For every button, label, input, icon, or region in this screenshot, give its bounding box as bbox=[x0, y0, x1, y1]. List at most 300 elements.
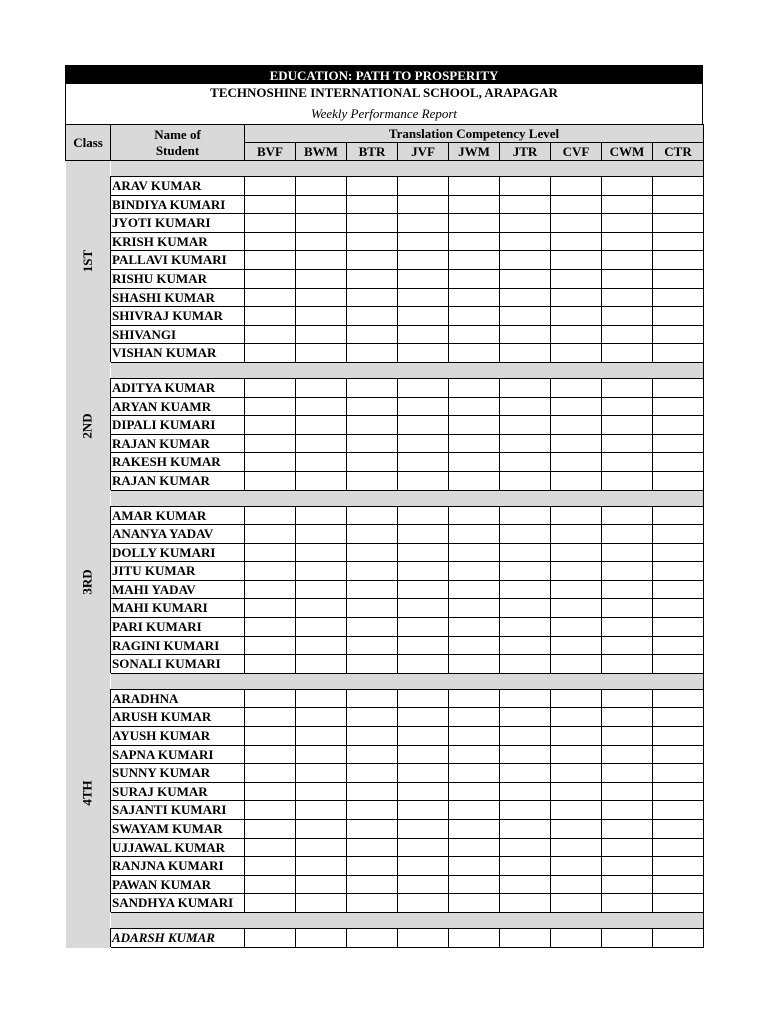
score-cell-cvf[interactable] bbox=[551, 838, 602, 857]
score-cell-jvf[interactable] bbox=[398, 525, 449, 544]
score-cell-cwm[interactable] bbox=[602, 689, 653, 708]
score-cell-ctr[interactable] bbox=[653, 618, 704, 637]
score-cell-ctr[interactable] bbox=[653, 378, 704, 397]
score-cell-btr[interactable] bbox=[347, 195, 398, 214]
score-cell-jvf[interactable] bbox=[398, 453, 449, 472]
score-cell-cvf[interactable] bbox=[551, 689, 602, 708]
score-cell-bwm[interactable] bbox=[296, 307, 347, 326]
score-cell-ctr[interactable] bbox=[653, 416, 704, 435]
score-cell-jvf[interactable] bbox=[398, 434, 449, 453]
score-cell-jtr[interactable] bbox=[500, 745, 551, 764]
score-cell-btr[interactable] bbox=[347, 525, 398, 544]
score-cell-bvf[interactable] bbox=[245, 525, 296, 544]
score-cell-cwm[interactable] bbox=[602, 434, 653, 453]
score-cell-cvf[interactable] bbox=[551, 434, 602, 453]
score-cell-bvf[interactable] bbox=[245, 288, 296, 307]
score-cell-jtr[interactable] bbox=[500, 727, 551, 746]
score-cell-jwm[interactable] bbox=[449, 232, 500, 251]
score-cell-bwm[interactable] bbox=[296, 727, 347, 746]
score-cell-bwm[interactable] bbox=[296, 177, 347, 196]
score-cell-jwm[interactable] bbox=[449, 782, 500, 801]
score-cell-bwm[interactable] bbox=[296, 416, 347, 435]
score-cell-bvf[interactable] bbox=[245, 875, 296, 894]
score-cell-jwm[interactable] bbox=[449, 471, 500, 490]
score-cell-jtr[interactable] bbox=[500, 307, 551, 326]
score-cell-btr[interactable] bbox=[347, 307, 398, 326]
score-cell-bvf[interactable] bbox=[245, 471, 296, 490]
score-cell-jwm[interactable] bbox=[449, 344, 500, 363]
score-cell-cwm[interactable] bbox=[602, 177, 653, 196]
score-cell-btr[interactable] bbox=[347, 745, 398, 764]
score-cell-cvf[interactable] bbox=[551, 875, 602, 894]
score-cell-btr[interactable] bbox=[347, 618, 398, 637]
score-cell-ctr[interactable] bbox=[653, 801, 704, 820]
score-cell-jtr[interactable] bbox=[500, 416, 551, 435]
score-cell-jvf[interactable] bbox=[398, 857, 449, 876]
score-cell-btr[interactable] bbox=[347, 325, 398, 344]
score-cell-jtr[interactable] bbox=[500, 580, 551, 599]
score-cell-bwm[interactable] bbox=[296, 708, 347, 727]
score-cell-cwm[interactable] bbox=[602, 562, 653, 581]
score-cell-jvf[interactable] bbox=[398, 251, 449, 270]
score-cell-cwm[interactable] bbox=[602, 471, 653, 490]
score-cell-ctr[interactable] bbox=[653, 344, 704, 363]
score-cell-btr[interactable] bbox=[347, 580, 398, 599]
score-cell-btr[interactable] bbox=[347, 269, 398, 288]
score-cell-btr[interactable] bbox=[347, 397, 398, 416]
score-cell-jwm[interactable] bbox=[449, 195, 500, 214]
score-cell-cvf[interactable] bbox=[551, 562, 602, 581]
score-cell-jvf[interactable] bbox=[398, 177, 449, 196]
score-cell-cvf[interactable] bbox=[551, 655, 602, 674]
score-cell-cwm[interactable] bbox=[602, 745, 653, 764]
score-cell-ctr[interactable] bbox=[653, 214, 704, 233]
score-cell-jwm[interactable] bbox=[449, 599, 500, 618]
score-cell-bwm[interactable] bbox=[296, 599, 347, 618]
score-cell-cvf[interactable] bbox=[551, 708, 602, 727]
score-cell-cwm[interactable] bbox=[602, 618, 653, 637]
score-cell-jwm[interactable] bbox=[449, 177, 500, 196]
score-cell-bvf[interactable] bbox=[245, 857, 296, 876]
score-cell-jvf[interactable] bbox=[398, 506, 449, 525]
score-cell-bwm[interactable] bbox=[296, 344, 347, 363]
score-cell-jwm[interactable] bbox=[449, 562, 500, 581]
score-cell-cvf[interactable] bbox=[551, 397, 602, 416]
score-cell-bvf[interactable] bbox=[245, 618, 296, 637]
score-cell-bwm[interactable] bbox=[296, 618, 347, 637]
score-cell-bvf[interactable] bbox=[245, 195, 296, 214]
score-cell-cvf[interactable] bbox=[551, 636, 602, 655]
score-cell-bwm[interactable] bbox=[296, 838, 347, 857]
score-cell-cvf[interactable] bbox=[551, 543, 602, 562]
score-cell-btr[interactable] bbox=[347, 543, 398, 562]
score-cell-bwm[interactable] bbox=[296, 894, 347, 913]
score-cell-bvf[interactable] bbox=[245, 655, 296, 674]
score-cell-jwm[interactable] bbox=[449, 727, 500, 746]
score-cell-ctr[interactable] bbox=[653, 838, 704, 857]
score-cell-cwm[interactable] bbox=[602, 288, 653, 307]
score-cell-jwm[interactable] bbox=[449, 894, 500, 913]
score-cell-jtr[interactable] bbox=[500, 453, 551, 472]
score-cell-btr[interactable] bbox=[347, 344, 398, 363]
score-cell-btr[interactable] bbox=[347, 875, 398, 894]
score-cell-cwm[interactable] bbox=[602, 325, 653, 344]
score-cell-cvf[interactable] bbox=[551, 525, 602, 544]
score-cell-cvf[interactable] bbox=[551, 928, 602, 947]
score-cell-ctr[interactable] bbox=[653, 434, 704, 453]
score-cell-jtr[interactable] bbox=[500, 214, 551, 233]
score-cell-bvf[interactable] bbox=[245, 543, 296, 562]
score-cell-bvf[interactable] bbox=[245, 307, 296, 326]
score-cell-ctr[interactable] bbox=[653, 689, 704, 708]
score-cell-jvf[interactable] bbox=[398, 562, 449, 581]
score-cell-jvf[interactable] bbox=[398, 618, 449, 637]
score-cell-cwm[interactable] bbox=[602, 875, 653, 894]
score-cell-cvf[interactable] bbox=[551, 782, 602, 801]
score-cell-jtr[interactable] bbox=[500, 471, 551, 490]
score-cell-btr[interactable] bbox=[347, 599, 398, 618]
score-cell-bwm[interactable] bbox=[296, 543, 347, 562]
score-cell-bwm[interactable] bbox=[296, 562, 347, 581]
score-cell-bwm[interactable] bbox=[296, 195, 347, 214]
score-cell-cwm[interactable] bbox=[602, 764, 653, 783]
score-cell-cwm[interactable] bbox=[602, 894, 653, 913]
score-cell-ctr[interactable] bbox=[653, 562, 704, 581]
score-cell-btr[interactable] bbox=[347, 894, 398, 913]
score-cell-cwm[interactable] bbox=[602, 543, 653, 562]
score-cell-jtr[interactable] bbox=[500, 782, 551, 801]
score-cell-btr[interactable] bbox=[347, 928, 398, 947]
score-cell-bwm[interactable] bbox=[296, 288, 347, 307]
score-cell-jvf[interactable] bbox=[398, 708, 449, 727]
score-cell-jtr[interactable] bbox=[500, 232, 551, 251]
score-cell-bvf[interactable] bbox=[245, 177, 296, 196]
score-cell-bvf[interactable] bbox=[245, 269, 296, 288]
score-cell-jvf[interactable] bbox=[398, 344, 449, 363]
score-cell-cvf[interactable] bbox=[551, 764, 602, 783]
score-cell-bwm[interactable] bbox=[296, 580, 347, 599]
score-cell-bvf[interactable] bbox=[245, 562, 296, 581]
score-cell-bwm[interactable] bbox=[296, 525, 347, 544]
score-cell-ctr[interactable] bbox=[653, 251, 704, 270]
score-cell-jtr[interactable] bbox=[500, 689, 551, 708]
score-cell-ctr[interactable] bbox=[653, 580, 704, 599]
score-cell-cvf[interactable] bbox=[551, 344, 602, 363]
score-cell-cvf[interactable] bbox=[551, 745, 602, 764]
score-cell-btr[interactable] bbox=[347, 562, 398, 581]
score-cell-ctr[interactable] bbox=[653, 655, 704, 674]
score-cell-ctr[interactable] bbox=[653, 782, 704, 801]
score-cell-btr[interactable] bbox=[347, 251, 398, 270]
score-cell-jvf[interactable] bbox=[398, 378, 449, 397]
score-cell-bwm[interactable] bbox=[296, 325, 347, 344]
score-cell-bvf[interactable] bbox=[245, 894, 296, 913]
score-cell-btr[interactable] bbox=[347, 820, 398, 839]
score-cell-cvf[interactable] bbox=[551, 307, 602, 326]
score-cell-bwm[interactable] bbox=[296, 251, 347, 270]
score-cell-bwm[interactable] bbox=[296, 875, 347, 894]
score-cell-cwm[interactable] bbox=[602, 214, 653, 233]
score-cell-ctr[interactable] bbox=[653, 894, 704, 913]
score-cell-ctr[interactable] bbox=[653, 764, 704, 783]
score-cell-cvf[interactable] bbox=[551, 195, 602, 214]
score-cell-bvf[interactable] bbox=[245, 764, 296, 783]
score-cell-jwm[interactable] bbox=[449, 397, 500, 416]
score-cell-bvf[interactable] bbox=[245, 928, 296, 947]
score-cell-cwm[interactable] bbox=[602, 269, 653, 288]
score-cell-jvf[interactable] bbox=[398, 325, 449, 344]
score-cell-jtr[interactable] bbox=[500, 820, 551, 839]
score-cell-btr[interactable] bbox=[347, 801, 398, 820]
score-cell-cwm[interactable] bbox=[602, 838, 653, 857]
score-cell-jtr[interactable] bbox=[500, 195, 551, 214]
score-cell-jwm[interactable] bbox=[449, 288, 500, 307]
score-cell-jvf[interactable] bbox=[398, 269, 449, 288]
score-cell-jtr[interactable] bbox=[500, 708, 551, 727]
score-cell-ctr[interactable] bbox=[653, 177, 704, 196]
score-cell-jwm[interactable] bbox=[449, 453, 500, 472]
score-cell-jtr[interactable] bbox=[500, 397, 551, 416]
score-cell-cwm[interactable] bbox=[602, 453, 653, 472]
score-cell-jwm[interactable] bbox=[449, 251, 500, 270]
score-cell-ctr[interactable] bbox=[653, 745, 704, 764]
score-cell-cwm[interactable] bbox=[602, 378, 653, 397]
score-cell-cwm[interactable] bbox=[602, 782, 653, 801]
score-cell-jwm[interactable] bbox=[449, 655, 500, 674]
score-cell-jwm[interactable] bbox=[449, 636, 500, 655]
score-cell-ctr[interactable] bbox=[653, 195, 704, 214]
score-cell-cvf[interactable] bbox=[551, 288, 602, 307]
score-cell-cvf[interactable] bbox=[551, 378, 602, 397]
score-cell-jtr[interactable] bbox=[500, 655, 551, 674]
score-cell-jwm[interactable] bbox=[449, 214, 500, 233]
score-cell-jvf[interactable] bbox=[398, 875, 449, 894]
score-cell-ctr[interactable] bbox=[653, 471, 704, 490]
score-cell-bvf[interactable] bbox=[245, 745, 296, 764]
score-cell-jwm[interactable] bbox=[449, 618, 500, 637]
score-cell-jwm[interactable] bbox=[449, 434, 500, 453]
score-cell-bwm[interactable] bbox=[296, 434, 347, 453]
score-cell-ctr[interactable] bbox=[653, 727, 704, 746]
score-cell-ctr[interactable] bbox=[653, 525, 704, 544]
score-cell-btr[interactable] bbox=[347, 636, 398, 655]
score-cell-cwm[interactable] bbox=[602, 599, 653, 618]
score-cell-cwm[interactable] bbox=[602, 801, 653, 820]
score-cell-jtr[interactable] bbox=[500, 618, 551, 637]
score-cell-bvf[interactable] bbox=[245, 506, 296, 525]
score-cell-cwm[interactable] bbox=[602, 655, 653, 674]
score-cell-bvf[interactable] bbox=[245, 727, 296, 746]
score-cell-ctr[interactable] bbox=[653, 857, 704, 876]
score-cell-jvf[interactable] bbox=[398, 307, 449, 326]
score-cell-jwm[interactable] bbox=[449, 580, 500, 599]
score-cell-ctr[interactable] bbox=[653, 397, 704, 416]
score-cell-bwm[interactable] bbox=[296, 689, 347, 708]
score-cell-btr[interactable] bbox=[347, 416, 398, 435]
score-cell-jtr[interactable] bbox=[500, 599, 551, 618]
score-cell-ctr[interactable] bbox=[653, 820, 704, 839]
score-cell-btr[interactable] bbox=[347, 288, 398, 307]
score-cell-btr[interactable] bbox=[347, 708, 398, 727]
score-cell-cvf[interactable] bbox=[551, 801, 602, 820]
score-cell-bwm[interactable] bbox=[296, 397, 347, 416]
score-cell-jvf[interactable] bbox=[398, 195, 449, 214]
score-cell-bwm[interactable] bbox=[296, 506, 347, 525]
score-cell-cwm[interactable] bbox=[602, 708, 653, 727]
score-cell-cvf[interactable] bbox=[551, 453, 602, 472]
score-cell-btr[interactable] bbox=[347, 378, 398, 397]
score-cell-jvf[interactable] bbox=[398, 928, 449, 947]
score-cell-bwm[interactable] bbox=[296, 857, 347, 876]
score-cell-jwm[interactable] bbox=[449, 875, 500, 894]
score-cell-jvf[interactable] bbox=[398, 599, 449, 618]
score-cell-jvf[interactable] bbox=[398, 416, 449, 435]
score-cell-cwm[interactable] bbox=[602, 580, 653, 599]
score-cell-jvf[interactable] bbox=[398, 689, 449, 708]
score-cell-cwm[interactable] bbox=[602, 525, 653, 544]
score-cell-jtr[interactable] bbox=[500, 562, 551, 581]
score-cell-bvf[interactable] bbox=[245, 378, 296, 397]
score-cell-btr[interactable] bbox=[347, 857, 398, 876]
score-cell-bvf[interactable] bbox=[245, 801, 296, 820]
score-cell-jtr[interactable] bbox=[500, 543, 551, 562]
score-cell-jvf[interactable] bbox=[398, 636, 449, 655]
score-cell-jtr[interactable] bbox=[500, 875, 551, 894]
score-cell-btr[interactable] bbox=[347, 471, 398, 490]
score-cell-cwm[interactable] bbox=[602, 307, 653, 326]
score-cell-btr[interactable] bbox=[347, 434, 398, 453]
score-cell-cwm[interactable] bbox=[602, 636, 653, 655]
score-cell-bwm[interactable] bbox=[296, 636, 347, 655]
score-cell-jtr[interactable] bbox=[500, 506, 551, 525]
score-cell-btr[interactable] bbox=[347, 655, 398, 674]
score-cell-btr[interactable] bbox=[347, 214, 398, 233]
score-cell-ctr[interactable] bbox=[653, 325, 704, 344]
score-cell-cvf[interactable] bbox=[551, 618, 602, 637]
score-cell-jwm[interactable] bbox=[449, 857, 500, 876]
score-cell-bvf[interactable] bbox=[245, 453, 296, 472]
score-cell-bwm[interactable] bbox=[296, 782, 347, 801]
score-cell-bvf[interactable] bbox=[245, 251, 296, 270]
score-cell-ctr[interactable] bbox=[653, 269, 704, 288]
score-cell-ctr[interactable] bbox=[653, 636, 704, 655]
score-cell-jvf[interactable] bbox=[398, 655, 449, 674]
score-cell-btr[interactable] bbox=[347, 838, 398, 857]
score-cell-btr[interactable] bbox=[347, 689, 398, 708]
score-cell-jvf[interactable] bbox=[398, 232, 449, 251]
score-cell-jvf[interactable] bbox=[398, 801, 449, 820]
score-cell-ctr[interactable] bbox=[653, 928, 704, 947]
score-cell-jtr[interactable] bbox=[500, 764, 551, 783]
score-cell-cvf[interactable] bbox=[551, 416, 602, 435]
score-cell-bwm[interactable] bbox=[296, 764, 347, 783]
score-cell-jvf[interactable] bbox=[398, 727, 449, 746]
score-cell-ctr[interactable] bbox=[653, 232, 704, 251]
score-cell-jvf[interactable] bbox=[398, 838, 449, 857]
score-cell-cvf[interactable] bbox=[551, 506, 602, 525]
score-cell-jtr[interactable] bbox=[500, 325, 551, 344]
score-cell-jwm[interactable] bbox=[449, 307, 500, 326]
score-cell-cwm[interactable] bbox=[602, 928, 653, 947]
score-cell-jvf[interactable] bbox=[398, 580, 449, 599]
score-cell-ctr[interactable] bbox=[653, 307, 704, 326]
score-cell-bvf[interactable] bbox=[245, 397, 296, 416]
score-cell-jtr[interactable] bbox=[500, 525, 551, 544]
score-cell-jwm[interactable] bbox=[449, 745, 500, 764]
score-cell-jvf[interactable] bbox=[398, 214, 449, 233]
score-cell-bvf[interactable] bbox=[245, 232, 296, 251]
score-cell-bwm[interactable] bbox=[296, 745, 347, 764]
score-cell-jtr[interactable] bbox=[500, 928, 551, 947]
score-cell-cvf[interactable] bbox=[551, 214, 602, 233]
score-cell-bwm[interactable] bbox=[296, 453, 347, 472]
score-cell-jvf[interactable] bbox=[398, 820, 449, 839]
score-cell-btr[interactable] bbox=[347, 506, 398, 525]
score-cell-bwm[interactable] bbox=[296, 471, 347, 490]
score-cell-jwm[interactable] bbox=[449, 838, 500, 857]
score-cell-cwm[interactable] bbox=[602, 506, 653, 525]
score-cell-jtr[interactable] bbox=[500, 251, 551, 270]
score-cell-jvf[interactable] bbox=[398, 894, 449, 913]
score-cell-jwm[interactable] bbox=[449, 764, 500, 783]
score-cell-bvf[interactable] bbox=[245, 434, 296, 453]
score-cell-bvf[interactable] bbox=[245, 416, 296, 435]
score-cell-jtr[interactable] bbox=[500, 269, 551, 288]
score-cell-bvf[interactable] bbox=[245, 599, 296, 618]
score-cell-ctr[interactable] bbox=[653, 288, 704, 307]
score-cell-jtr[interactable] bbox=[500, 636, 551, 655]
score-cell-cvf[interactable] bbox=[551, 325, 602, 344]
score-cell-jvf[interactable] bbox=[398, 471, 449, 490]
score-cell-cwm[interactable] bbox=[602, 416, 653, 435]
score-cell-bvf[interactable] bbox=[245, 636, 296, 655]
score-cell-cwm[interactable] bbox=[602, 820, 653, 839]
score-cell-jvf[interactable] bbox=[398, 288, 449, 307]
score-cell-bwm[interactable] bbox=[296, 232, 347, 251]
score-cell-jtr[interactable] bbox=[500, 177, 551, 196]
score-cell-jwm[interactable] bbox=[449, 801, 500, 820]
score-cell-bwm[interactable] bbox=[296, 801, 347, 820]
score-cell-jvf[interactable] bbox=[398, 745, 449, 764]
score-cell-cwm[interactable] bbox=[602, 397, 653, 416]
score-cell-btr[interactable] bbox=[347, 177, 398, 196]
score-cell-bvf[interactable] bbox=[245, 782, 296, 801]
score-cell-ctr[interactable] bbox=[653, 875, 704, 894]
score-cell-bvf[interactable] bbox=[245, 214, 296, 233]
score-cell-jwm[interactable] bbox=[449, 708, 500, 727]
score-cell-jwm[interactable] bbox=[449, 820, 500, 839]
score-cell-ctr[interactable] bbox=[653, 506, 704, 525]
score-cell-jtr[interactable] bbox=[500, 857, 551, 876]
score-cell-jtr[interactable] bbox=[500, 378, 551, 397]
score-cell-cwm[interactable] bbox=[602, 727, 653, 746]
score-cell-jwm[interactable] bbox=[449, 525, 500, 544]
score-cell-jvf[interactable] bbox=[398, 782, 449, 801]
score-cell-jwm[interactable] bbox=[449, 689, 500, 708]
score-cell-btr[interactable] bbox=[347, 453, 398, 472]
score-cell-jtr[interactable] bbox=[500, 801, 551, 820]
score-cell-jtr[interactable] bbox=[500, 344, 551, 363]
score-cell-bvf[interactable] bbox=[245, 344, 296, 363]
score-cell-bwm[interactable] bbox=[296, 214, 347, 233]
score-cell-jwm[interactable] bbox=[449, 928, 500, 947]
score-cell-jvf[interactable] bbox=[398, 397, 449, 416]
score-cell-cvf[interactable] bbox=[551, 857, 602, 876]
score-cell-cvf[interactable] bbox=[551, 599, 602, 618]
score-cell-cwm[interactable] bbox=[602, 857, 653, 876]
score-cell-jtr[interactable] bbox=[500, 434, 551, 453]
score-cell-bvf[interactable] bbox=[245, 580, 296, 599]
